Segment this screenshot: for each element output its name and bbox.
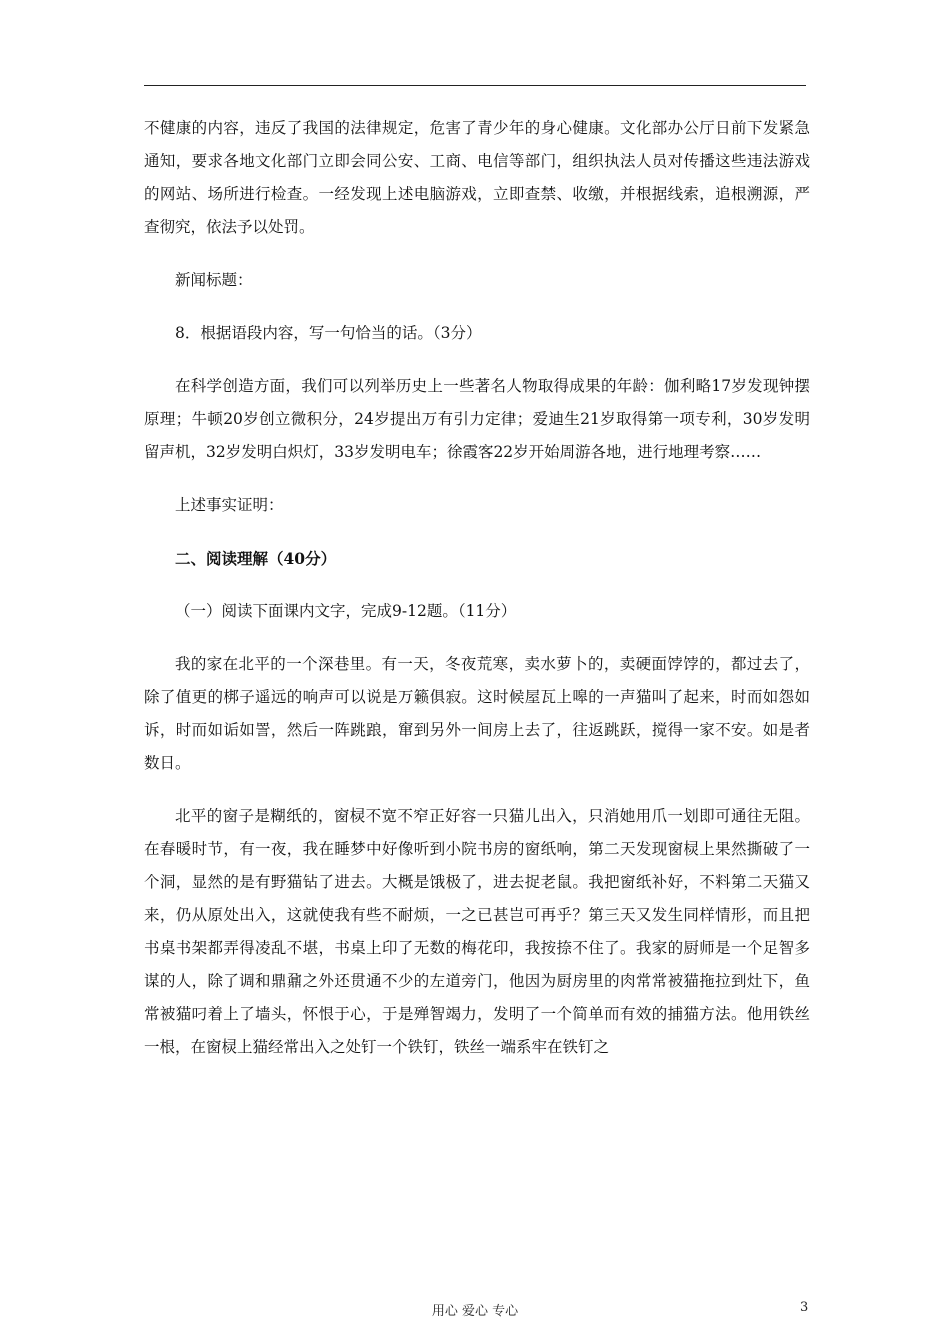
facts-prove-prompt: 上述事实证明：	[175, 496, 284, 514]
document-body	[144, 112, 810, 1064]
header-rule	[144, 85, 806, 86]
paragraph-cat-night: 我的家在北平的一个深巷里。有一天，冬夜荒寒，卖水萝卜的，卖硬面饽饽的，都过去了，除了值更的梆子遥远的响声可以说是万籁俱寂。这时候屋瓦上嗥的一声猫叫了起来，时而如怨如诉，时而如诟如詈，然后一阵跳踉，窜到另外一间房上去了，往返跳跃，搅得一家不安。如是者数日。	[144, 655, 810, 772]
subsection-heading-1: （一）阅读下面课内文字，完成9-12题。（11分）	[175, 602, 517, 620]
question-8: 8．根据语段内容，写一句恰当的话。（3分）	[175, 324, 482, 342]
paragraph-news-excerpt: 不健康的内容，违反了我国的法律规定，危害了青少年的身心健康。文化部办公厅日前下发紧急通知，要求各地文化部门立即会同公安、工商、电信等部门，组织执法人员对传播这些违法游戏的网站、场所进行检查。一经发现上述电脑游戏，立即查禁、收缴，并根据线索，追根溯源，严查彻究，依法予以处罚。	[144, 119, 810, 236]
paragraph-window-cat: 北平的窗子是糊纸的，窗棂不宽不窄正好容一只猫儿出入，只消她用爪一划即可通往无阻。在春暖时节，有一夜，我在睡梦中好像听到小院书房的窗纸响，第二天发现窗棂上果然撕破了一个洞，显然的是有野猫钻了进去。大概是饿极了，进去捉老鼠。我把窗纸补好，不料第二天猫又来，仍从原处出入，这就使我有些不耐烦，一之已甚岂可再乎？第三天又发生同样情形，而且把书桌书架都弄得凌乱不堪，书桌上印了无数的梅花印，我按捺不住了。我家的厨师是一个足智多谋的人，除了调和鼎鼐之外还贯通不少的左道旁门，他因为厨房里的肉常常被猫拖拉到灶下，鱼常被猫叼着上了墙头，怀恨于心，于是殚智竭力，发明了一个简单而有效的捕猫方法。他用铁丝一根，在窗棂上猫经常出入之处钉一个铁钉，铁丝一端系牢在铁钉之	[144, 807, 810, 1056]
page-number: 3	[800, 1300, 809, 1315]
news-headline-prompt: 新闻标题：	[175, 271, 253, 289]
paragraph-science-ages: 在科学创造方面，我们可以列举历史上一些著名人物取得成果的年龄：伽利略17岁发现钟摆原理；牛顿20岁创立微积分，24岁提出万有引力定律；爱迪生21岁取得第一项专利，30岁发明留声机，32岁发明白炽灯，33岁发明电车；徐霞客22岁开始周游各地，进行地理考察……	[144, 377, 810, 461]
footer-motto: 用心 爱心 专心	[431, 1304, 519, 1319]
section-heading-reading: 二、阅读理解（40分）	[175, 549, 337, 568]
